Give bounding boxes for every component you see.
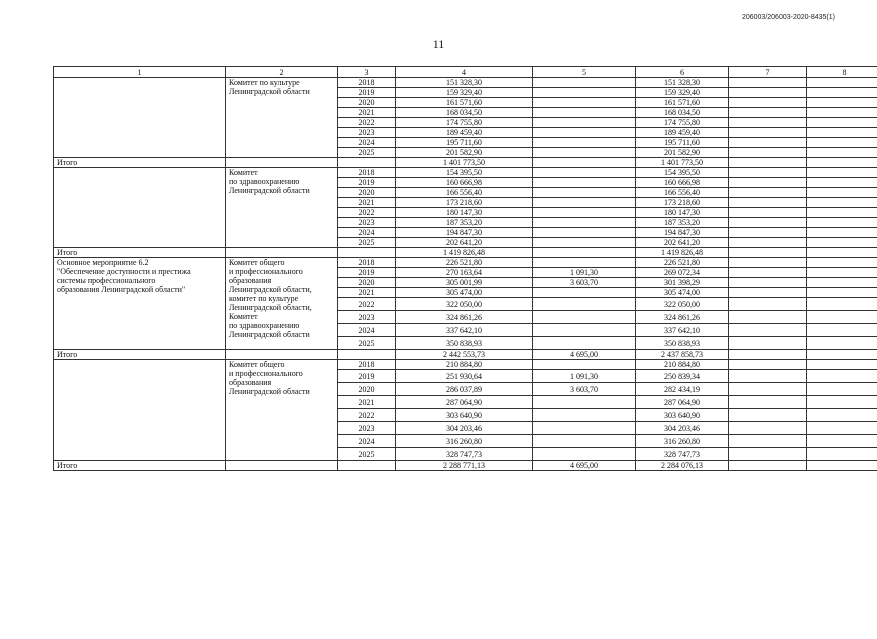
total-amount-cell: 286 037,89: [396, 383, 533, 396]
other-amount-cell: [807, 148, 877, 158]
total-amount-cell: 2 288 771,13: [396, 461, 533, 471]
total-amount-cell: 350 838,93: [396, 337, 533, 350]
other-amount-cell: [807, 350, 877, 360]
federal-amount-cell: [533, 228, 636, 238]
other-amount-cell: [807, 228, 877, 238]
total-amount-cell: 210 884,80: [396, 360, 533, 370]
total-amount-cell: 189 459,40: [396, 128, 533, 138]
federal-amount-cell: [533, 311, 636, 324]
regional-amount-cell: 210 884,80: [636, 360, 729, 370]
executor-cell: [226, 168, 338, 248]
column-number: 5: [533, 67, 636, 78]
measure-line: Основное мероприятие 6.2: [57, 258, 149, 267]
local-amount-cell: [729, 178, 807, 188]
total-label: Итого: [54, 248, 226, 258]
local-amount-cell: [729, 168, 807, 178]
measure-cell: [54, 168, 226, 248]
total-row: [54, 248, 877, 258]
table-row: [54, 258, 877, 268]
measure-cell: [54, 360, 226, 461]
regional-amount-cell: 250 839,34: [636, 370, 729, 383]
regional-amount-cell: 337 642,10: [636, 324, 729, 337]
empty-cell: [338, 158, 396, 168]
local-amount-cell: [729, 238, 807, 248]
regional-amount-cell: 316 260,80: [636, 435, 729, 448]
empty-cell: [226, 461, 338, 471]
executor-line: Ленинградской области,: [229, 285, 312, 294]
local-amount-cell: [729, 448, 807, 461]
federal-amount-cell: [533, 337, 636, 350]
year-cell: 2025: [338, 448, 396, 461]
column-number: 8: [807, 67, 877, 78]
year-cell: 2021: [338, 396, 396, 409]
executor-line: Комитет: [229, 312, 258, 321]
total-amount-cell: 305 474,00: [396, 288, 533, 298]
other-amount-cell: [807, 383, 877, 396]
total-amount-cell: 154 395,50: [396, 168, 533, 178]
year-cell: 2021: [338, 288, 396, 298]
regional-amount-cell: 160 666,98: [636, 178, 729, 188]
column-number: 1: [54, 67, 226, 78]
total-amount-cell: 270 163,64: [396, 268, 533, 278]
total-amount-cell: 159 329,40: [396, 88, 533, 98]
local-amount-cell: [729, 188, 807, 198]
other-amount-cell: [807, 88, 877, 98]
federal-amount-cell: [533, 118, 636, 128]
total-amount-cell: 328 747,73: [396, 448, 533, 461]
column-number: 3: [338, 67, 396, 78]
year-cell: 2020: [338, 98, 396, 108]
executor-line: Ленинградской области,: [229, 303, 312, 312]
regional-amount-cell: 322 050,00: [636, 298, 729, 311]
federal-amount-cell: [533, 218, 636, 228]
federal-amount-cell: [533, 298, 636, 311]
table-row: [54, 360, 877, 370]
regional-amount-cell: 161 571,60: [636, 98, 729, 108]
federal-amount-cell: 3 603,70: [533, 383, 636, 396]
regional-amount-cell: 226 521,80: [636, 258, 729, 268]
executor-line: и профессионального: [229, 369, 303, 378]
year-cell: 2021: [338, 108, 396, 118]
column-number: 7: [729, 67, 807, 78]
year-cell: 2025: [338, 238, 396, 248]
regional-amount-cell: 1 419 826,48: [636, 248, 729, 258]
other-amount-cell: [807, 128, 877, 138]
other-amount-cell: [807, 258, 877, 268]
federal-amount-cell: [533, 422, 636, 435]
federal-amount-cell: [533, 168, 636, 178]
local-amount-cell: [729, 78, 807, 88]
executor-line: образования: [229, 276, 272, 285]
total-amount-cell: 304 203,46: [396, 422, 533, 435]
executor-cell: [226, 360, 338, 461]
federal-amount-cell: [533, 178, 636, 188]
regional-amount-cell: 301 398,29: [636, 278, 729, 288]
other-amount-cell: [807, 208, 877, 218]
local-amount-cell: [729, 311, 807, 324]
other-amount-cell: [807, 168, 877, 178]
year-cell: 2019: [338, 268, 396, 278]
other-amount-cell: [807, 158, 877, 168]
local-amount-cell: [729, 108, 807, 118]
year-cell: 2023: [338, 311, 396, 324]
local-amount-cell: [729, 118, 807, 128]
regional-amount-cell: 168 034,50: [636, 108, 729, 118]
total-label: Итого: [54, 461, 226, 471]
total-amount-cell: 2 442 553,73: [396, 350, 533, 360]
federal-amount-cell: 1 091,30: [533, 370, 636, 383]
total-label: Итого: [54, 158, 226, 168]
year-cell: 2023: [338, 128, 396, 138]
empty-cell: [226, 248, 338, 258]
other-amount-cell: [807, 370, 877, 383]
federal-amount-cell: [533, 138, 636, 148]
executor-line: Комитет по культуре: [229, 78, 300, 87]
regional-amount-cell: 189 459,40: [636, 128, 729, 138]
other-amount-cell: [807, 98, 877, 108]
regional-amount-cell: 180 147,30: [636, 208, 729, 218]
empty-cell: [338, 248, 396, 258]
total-label: Итого: [54, 350, 226, 360]
regional-amount-cell: 328 747,73: [636, 448, 729, 461]
other-amount-cell: [807, 288, 877, 298]
total-amount-cell: 1 401 773,50: [396, 158, 533, 168]
local-amount-cell: [729, 128, 807, 138]
year-cell: 2023: [338, 218, 396, 228]
federal-amount-cell: [533, 409, 636, 422]
local-amount-cell: [729, 98, 807, 108]
local-amount-cell: [729, 337, 807, 350]
local-amount-cell: [729, 158, 807, 168]
header-row: [54, 67, 877, 78]
year-cell: 2018: [338, 258, 396, 268]
federal-amount-cell: [533, 248, 636, 258]
measure-line: системы профессионального: [57, 276, 156, 285]
total-amount-cell: 287 064,90: [396, 396, 533, 409]
regional-amount-cell: 324 861,26: [636, 311, 729, 324]
regional-amount-cell: 159 329,40: [636, 88, 729, 98]
local-amount-cell: [729, 268, 807, 278]
total-amount-cell: 161 571,60: [396, 98, 533, 108]
federal-amount-cell: [533, 158, 636, 168]
regional-amount-cell: 173 218,60: [636, 198, 729, 208]
other-amount-cell: [807, 360, 877, 370]
local-amount-cell: [729, 298, 807, 311]
local-amount-cell: [729, 350, 807, 360]
federal-amount-cell: [533, 198, 636, 208]
total-amount-cell: 305 001,99: [396, 278, 533, 288]
local-amount-cell: [729, 435, 807, 448]
local-amount-cell: [729, 324, 807, 337]
executor-line: комитет по культуре: [229, 294, 299, 303]
executor-line: Комитет: [229, 168, 258, 177]
federal-amount-cell: [533, 435, 636, 448]
local-amount-cell: [729, 288, 807, 298]
measure-line: "Обеспечение доступности и престижа: [57, 267, 191, 276]
empty-cell: [226, 350, 338, 360]
regional-amount-cell: 2 437 858,73: [636, 350, 729, 360]
regional-amount-cell: 2 284 076,13: [636, 461, 729, 471]
federal-amount-cell: [533, 88, 636, 98]
empty-cell: [226, 158, 338, 168]
federal-amount-cell: 4 695,00: [533, 461, 636, 471]
regional-amount-cell: 304 203,46: [636, 422, 729, 435]
local-amount-cell: [729, 198, 807, 208]
total-row: [54, 158, 877, 168]
document-number: 206003/206003-2020-8435(1): [741, 14, 835, 21]
total-amount-cell: 251 930,64: [396, 370, 533, 383]
total-amount-cell: 174 755,80: [396, 118, 533, 128]
other-amount-cell: [807, 396, 877, 409]
year-cell: 2019: [338, 88, 396, 98]
other-amount-cell: [807, 298, 877, 311]
federal-amount-cell: [533, 288, 636, 298]
regional-amount-cell: 195 711,60: [636, 138, 729, 148]
regional-amount-cell: 269 072,34: [636, 268, 729, 278]
federal-amount-cell: [533, 360, 636, 370]
year-cell: 2022: [338, 208, 396, 218]
other-amount-cell: [807, 448, 877, 461]
executor-line: Ленинградской области: [229, 387, 310, 396]
executor-line: и профессионального: [229, 267, 303, 276]
total-row: [54, 350, 877, 360]
total-row: [54, 461, 877, 471]
regional-amount-cell: 282 434,19: [636, 383, 729, 396]
other-amount-cell: [807, 268, 877, 278]
funding-table: [53, 66, 877, 471]
local-amount-cell: [729, 422, 807, 435]
regional-amount-cell: 202 641,20: [636, 238, 729, 248]
total-amount-cell: 1 419 826,48: [396, 248, 533, 258]
column-number: 4: [396, 67, 533, 78]
year-cell: 2020: [338, 278, 396, 288]
federal-amount-cell: [533, 396, 636, 409]
local-amount-cell: [729, 218, 807, 228]
year-cell: 2024: [338, 228, 396, 238]
local-amount-cell: [729, 409, 807, 422]
year-cell: 2020: [338, 188, 396, 198]
year-cell: 2021: [338, 198, 396, 208]
local-amount-cell: [729, 208, 807, 218]
regional-amount-cell: 287 064,90: [636, 396, 729, 409]
other-amount-cell: [807, 435, 877, 448]
regional-amount-cell: 305 474,00: [636, 288, 729, 298]
regional-amount-cell: 151 328,30: [636, 78, 729, 88]
total-amount-cell: 202 641,20: [396, 238, 533, 248]
local-amount-cell: [729, 461, 807, 471]
other-amount-cell: [807, 218, 877, 228]
other-amount-cell: [807, 324, 877, 337]
table-row: [54, 168, 877, 178]
other-amount-cell: [807, 409, 877, 422]
other-amount-cell: [807, 311, 877, 324]
federal-amount-cell: [533, 448, 636, 461]
local-amount-cell: [729, 228, 807, 238]
other-amount-cell: [807, 278, 877, 288]
federal-amount-cell: 3 603,70: [533, 278, 636, 288]
federal-amount-cell: [533, 128, 636, 138]
other-amount-cell: [807, 238, 877, 248]
regional-amount-cell: 201 582,90: [636, 148, 729, 158]
executor-line: образования: [229, 378, 272, 387]
local-amount-cell: [729, 370, 807, 383]
total-amount-cell: 337 642,10: [396, 324, 533, 337]
empty-cell: [338, 350, 396, 360]
executor-line: Комитет общего: [229, 258, 285, 267]
year-cell: 2018: [338, 360, 396, 370]
year-cell: 2025: [338, 337, 396, 350]
total-amount-cell: 173 218,60: [396, 198, 533, 208]
total-amount-cell: 168 034,50: [396, 108, 533, 118]
total-amount-cell: 324 861,26: [396, 311, 533, 324]
other-amount-cell: [807, 138, 877, 148]
executor-line: по здравоохранению: [229, 177, 300, 186]
federal-amount-cell: [533, 98, 636, 108]
local-amount-cell: [729, 278, 807, 288]
total-amount-cell: 226 521,80: [396, 258, 533, 268]
year-cell: 2018: [338, 168, 396, 178]
federal-amount-cell: 1 091,30: [533, 268, 636, 278]
year-cell: 2018: [338, 78, 396, 88]
local-amount-cell: [729, 248, 807, 258]
local-amount-cell: [729, 396, 807, 409]
regional-amount-cell: 350 838,93: [636, 337, 729, 350]
year-cell: 2024: [338, 138, 396, 148]
column-number: 6: [636, 67, 729, 78]
total-amount-cell: 195 711,60: [396, 138, 533, 148]
executor-cell: [226, 258, 338, 350]
year-cell: 2019: [338, 178, 396, 188]
federal-amount-cell: [533, 258, 636, 268]
other-amount-cell: [807, 337, 877, 350]
local-amount-cell: [729, 138, 807, 148]
year-cell: 2022: [338, 409, 396, 422]
other-amount-cell: [807, 422, 877, 435]
federal-amount-cell: [533, 78, 636, 88]
year-cell: 2024: [338, 435, 396, 448]
regional-amount-cell: 187 353,20: [636, 218, 729, 228]
total-amount-cell: 160 666,98: [396, 178, 533, 188]
other-amount-cell: [807, 188, 877, 198]
local-amount-cell: [729, 88, 807, 98]
measure-line: образования Ленинградской области": [57, 285, 186, 294]
total-amount-cell: 166 556,40: [396, 188, 533, 198]
executor-line: по здравоохранению: [229, 321, 300, 330]
total-amount-cell: 322 050,00: [396, 298, 533, 311]
federal-amount-cell: 4 695,00: [533, 350, 636, 360]
year-cell: 2020: [338, 383, 396, 396]
other-amount-cell: [807, 461, 877, 471]
regional-amount-cell: 174 755,80: [636, 118, 729, 128]
federal-amount-cell: [533, 148, 636, 158]
year-cell: 2022: [338, 298, 396, 311]
regional-amount-cell: 166 556,40: [636, 188, 729, 198]
federal-amount-cell: [533, 324, 636, 337]
total-amount-cell: 303 640,90: [396, 409, 533, 422]
local-amount-cell: [729, 360, 807, 370]
other-amount-cell: [807, 108, 877, 118]
total-amount-cell: 187 353,20: [396, 218, 533, 228]
year-cell: 2019: [338, 370, 396, 383]
federal-amount-cell: [533, 108, 636, 118]
other-amount-cell: [807, 118, 877, 128]
total-amount-cell: 194 847,30: [396, 228, 533, 238]
table-row: [54, 78, 877, 88]
total-amount-cell: 151 328,30: [396, 78, 533, 88]
page-number: 11: [432, 37, 445, 51]
measure-cell: [54, 258, 226, 350]
executor-line: Комитет общего: [229, 360, 285, 369]
year-cell: 2025: [338, 148, 396, 158]
other-amount-cell: [807, 78, 877, 88]
regional-amount-cell: 1 401 773,50: [636, 158, 729, 168]
federal-amount-cell: [533, 188, 636, 198]
federal-amount-cell: [533, 208, 636, 218]
other-amount-cell: [807, 198, 877, 208]
executor-cell: [226, 78, 338, 158]
executor-line: Ленинградской области: [229, 87, 310, 96]
local-amount-cell: [729, 258, 807, 268]
local-amount-cell: [729, 383, 807, 396]
local-amount-cell: [729, 148, 807, 158]
executor-line: Ленинградской области: [229, 330, 310, 339]
year-cell: 2022: [338, 118, 396, 128]
column-number: 2: [226, 67, 338, 78]
year-cell: 2024: [338, 324, 396, 337]
empty-cell: [338, 461, 396, 471]
other-amount-cell: [807, 248, 877, 258]
total-amount-cell: 316 260,80: [396, 435, 533, 448]
federal-amount-cell: [533, 238, 636, 248]
regional-amount-cell: 154 395,50: [636, 168, 729, 178]
total-amount-cell: 180 147,30: [396, 208, 533, 218]
measure-cell: [54, 78, 226, 158]
executor-line: Ленинградской области: [229, 186, 310, 195]
total-amount-cell: 201 582,90: [396, 148, 533, 158]
year-cell: 2023: [338, 422, 396, 435]
regional-amount-cell: 303 640,90: [636, 409, 729, 422]
regional-amount-cell: 194 847,30: [636, 228, 729, 238]
other-amount-cell: [807, 178, 877, 188]
